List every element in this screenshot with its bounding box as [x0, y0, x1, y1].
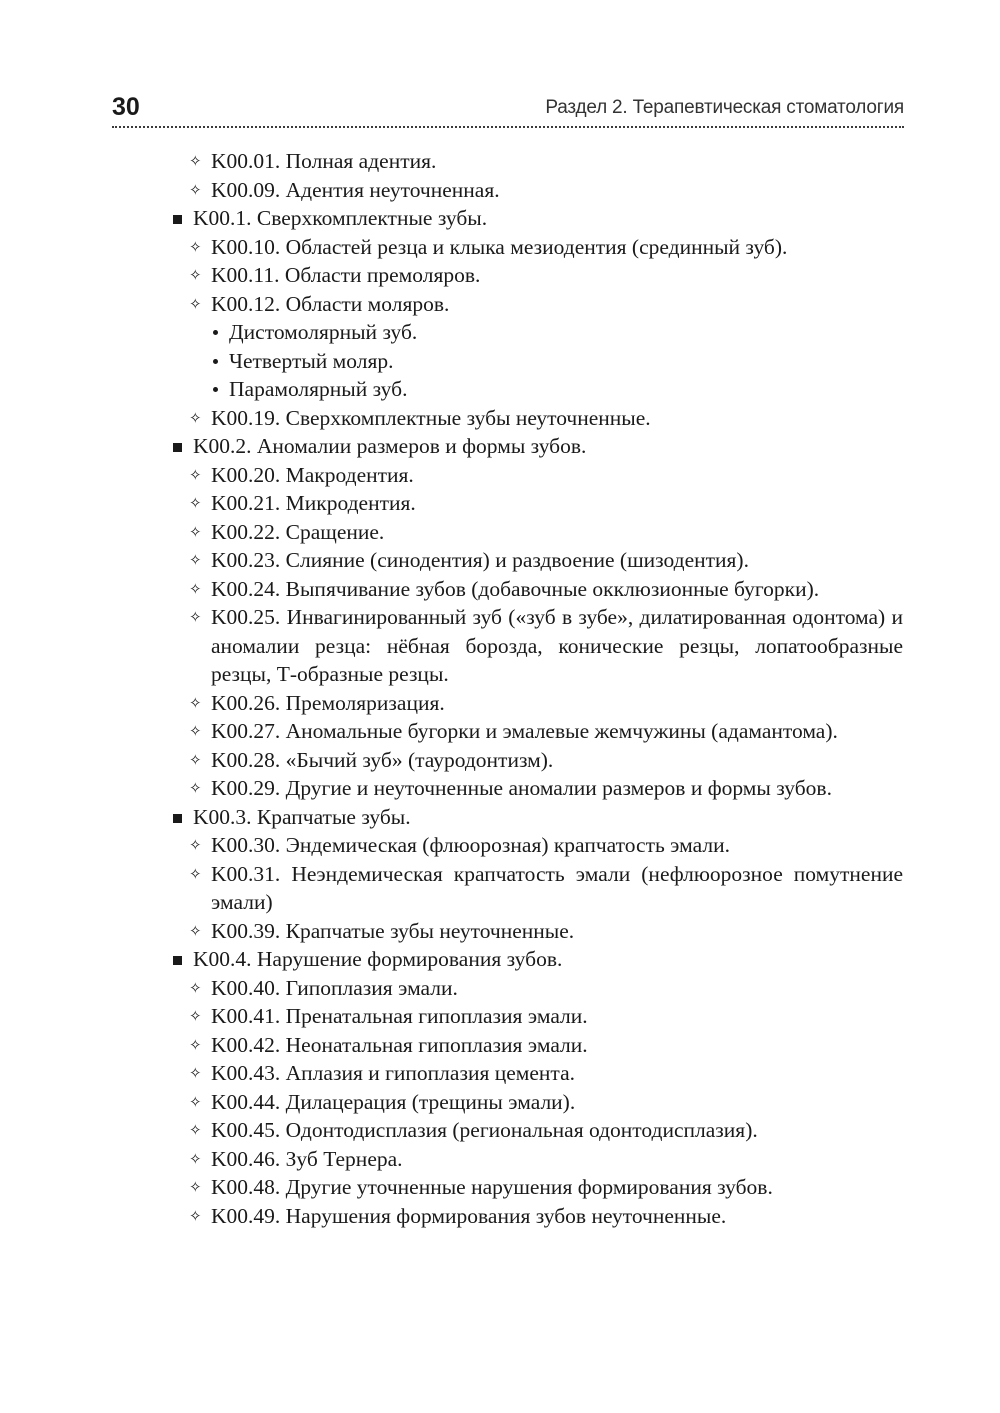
- code-item: [0, 290, 1000, 319]
- entry-text: K00.31. Неэндемическая крапчатость эмали (нефлюорозное помутнение эмали): [211, 861, 903, 914]
- star-bullet-icon: ✧: [189, 294, 202, 313]
- page-header: [112, 92, 904, 128]
- entry-text: K00.23. Слияние (синодентия) и раздвоение (шизодентия).: [211, 548, 749, 572]
- star-bullet-icon: ✧: [189, 608, 202, 626]
- code-item: [0, 1031, 1000, 1060]
- star-bullet-icon: ✧: [189, 779, 202, 797]
- code-item: [0, 689, 1000, 718]
- entry-text: K00.28. «Бычий зуб» (тауродонтизм).: [211, 747, 554, 772]
- code-item: [0, 176, 1000, 205]
- code-item: [0, 1202, 1000, 1231]
- star-bullet-icon: ✧: [189, 152, 202, 170]
- code-item: [0, 1116, 1000, 1145]
- entry-text: K00.39. Крапчатые зубы неуточненные.: [211, 918, 575, 943]
- category-item: [0, 204, 1000, 233]
- entry-text: K00.26. Премоляризация.: [211, 690, 445, 715]
- entry-text: K00.2. Аномалии размеров и формы зубов.: [193, 434, 587, 458]
- star-bullet-icon: ✧: [189, 180, 202, 199]
- category-item: [0, 945, 1000, 974]
- star-bullet-icon: ✧: [189, 465, 202, 484]
- star-bullet-icon: ✧: [189, 978, 202, 997]
- square-bullet-icon: [173, 443, 182, 452]
- code-item: [0, 974, 1000, 1003]
- subtype-item: [0, 318, 1000, 347]
- entry-text: K00.49. Нарушения формирования зубов неуточненные.: [211, 1203, 727, 1228]
- code-item: [0, 1002, 1000, 1031]
- code-item: [0, 404, 1000, 433]
- subtype-item: [0, 347, 1000, 376]
- code-item: [0, 831, 1000, 860]
- entry-text: K00.20. Макродентия.: [211, 462, 414, 487]
- entry-text: K00.09. Адентия неуточненная.: [211, 177, 500, 202]
- star-bullet-icon: ✧: [189, 864, 202, 883]
- entry-text: K00.4. Нарушение формирования зубов.: [193, 947, 563, 971]
- entry-text: K00.3. Крапчатые зубы.: [193, 804, 411, 829]
- entry-text: K00.46. Зуб Тернера.: [211, 1146, 403, 1171]
- entry-text: Четвертый моляр.: [229, 348, 394, 373]
- code-item: [0, 546, 1000, 575]
- star-bullet-icon: ✧: [189, 1064, 202, 1082]
- star-bullet-icon: ✧: [189, 579, 202, 598]
- code-item: [0, 489, 1000, 518]
- entry-text: K00.01. Полная адентия.: [211, 149, 437, 173]
- entry-text: K00.44. Дилацерация (трещины эмали).: [211, 1089, 576, 1114]
- code-item: [0, 261, 1000, 290]
- star-bullet-icon: ✧: [189, 237, 202, 256]
- star-bullet-icon: ✧: [189, 551, 202, 569]
- subtype-item: [0, 375, 1000, 404]
- star-bullet-icon: ✧: [189, 1121, 202, 1139]
- category-item: [0, 432, 1000, 461]
- star-bullet-icon: ✧: [189, 1092, 202, 1111]
- star-bullet-icon: ✧: [189, 750, 202, 769]
- star-bullet-icon: ✧: [189, 836, 202, 854]
- dot-bullet-icon: [213, 359, 218, 364]
- entry-text: Дистомолярный зуб.: [229, 320, 418, 344]
- entry-text: K00.11. Области премоляров.: [211, 263, 481, 287]
- code-item: [0, 575, 1000, 604]
- star-bullet-icon: ✧: [189, 408, 202, 427]
- star-bullet-icon: ✧: [189, 693, 202, 712]
- entry-text: K00.1. Сверхкомплектные зубы.: [193, 206, 488, 230]
- entry-text: K00.21. Микродентия.: [211, 491, 416, 515]
- entry-text: K00.25. Инвагинированный зуб («зуб в зубе», дилатированная одонтома) и аномалии резца: нёбная борозда, конические резцы, лопатообразные резцы, Т-образные резцы.: [211, 605, 903, 686]
- star-bullet-icon: ✧: [189, 1007, 202, 1025]
- entry-text: Парамолярный зуб.: [229, 377, 408, 401]
- dot-bullet-icon: [213, 387, 218, 392]
- star-bullet-icon: ✧: [189, 921, 202, 940]
- entry-text: K00.40. Гипоплазия эмали.: [211, 975, 458, 1000]
- entry-text: K00.10. Областей резца и клыка мезиодентия (срединный зуб).: [211, 234, 788, 259]
- code-item: [0, 603, 1000, 689]
- star-bullet-icon: ✧: [189, 1035, 202, 1054]
- entry-text: K00.24. Выпячивание зубов (добавочные окклюзионные бугорки).: [211, 576, 820, 601]
- dot-bullet-icon: [213, 330, 218, 335]
- entry-text: K00.22. Сращение.: [211, 519, 385, 544]
- entry-text: K00.41. Пренатальная гипоплазия эмали.: [211, 1004, 588, 1028]
- category-item: [0, 803, 1000, 832]
- page-number: 30: [112, 93, 140, 121]
- star-bullet-icon: ✧: [189, 1149, 202, 1168]
- star-bullet-icon: ✧: [189, 722, 202, 740]
- star-bullet-icon: ✧: [189, 1206, 202, 1225]
- square-bullet-icon: [173, 814, 182, 823]
- star-bullet-icon: ✧: [189, 1178, 202, 1196]
- icd-code-list: [0, 147, 1000, 1230]
- entry-text: K00.19. Сверхкомплектные зубы неуточненные.: [211, 405, 651, 430]
- code-item: [0, 746, 1000, 775]
- entry-text: K00.12. Области моляров.: [211, 291, 450, 316]
- running-title: Раздел 2. Терапевтическая стоматология: [545, 97, 904, 118]
- code-item: [0, 518, 1000, 547]
- star-bullet-icon: ✧: [189, 522, 202, 541]
- entry-text: K00.29. Другие и неуточненные аномалии размеров и формы зубов.: [211, 776, 832, 800]
- code-item: [0, 1088, 1000, 1117]
- code-item: [0, 1059, 1000, 1088]
- entry-text: K00.48. Другие уточненные нарушения формирования зубов.: [211, 1175, 773, 1199]
- code-item: [0, 1173, 1000, 1202]
- code-item: [0, 461, 1000, 490]
- code-item: [0, 717, 1000, 746]
- code-item: [0, 917, 1000, 946]
- star-bullet-icon: ✧: [189, 494, 202, 512]
- code-item: [0, 774, 1000, 803]
- square-bullet-icon: [173, 215, 182, 224]
- entry-text: K00.42. Неонатальная гипоплазия эмали.: [211, 1032, 588, 1057]
- entry-text: K00.45. Одонтодисплазия (региональная одонтодисплазия).: [211, 1118, 758, 1142]
- entry-text: K00.27. Аномальные бугорки и эмалевые жемчужины (адамантома).: [211, 719, 838, 743]
- entry-text: K00.43. Аплазия и гипоплазия цемента.: [211, 1061, 575, 1085]
- entry-text: K00.30. Эндемическая (флюорозная) крапчатость эмали.: [211, 833, 730, 857]
- code-item: [0, 147, 1000, 176]
- code-item: [0, 860, 1000, 917]
- code-item: [0, 1145, 1000, 1174]
- square-bullet-icon: [173, 956, 182, 965]
- code-item: [0, 233, 1000, 262]
- star-bullet-icon: ✧: [189, 266, 202, 284]
